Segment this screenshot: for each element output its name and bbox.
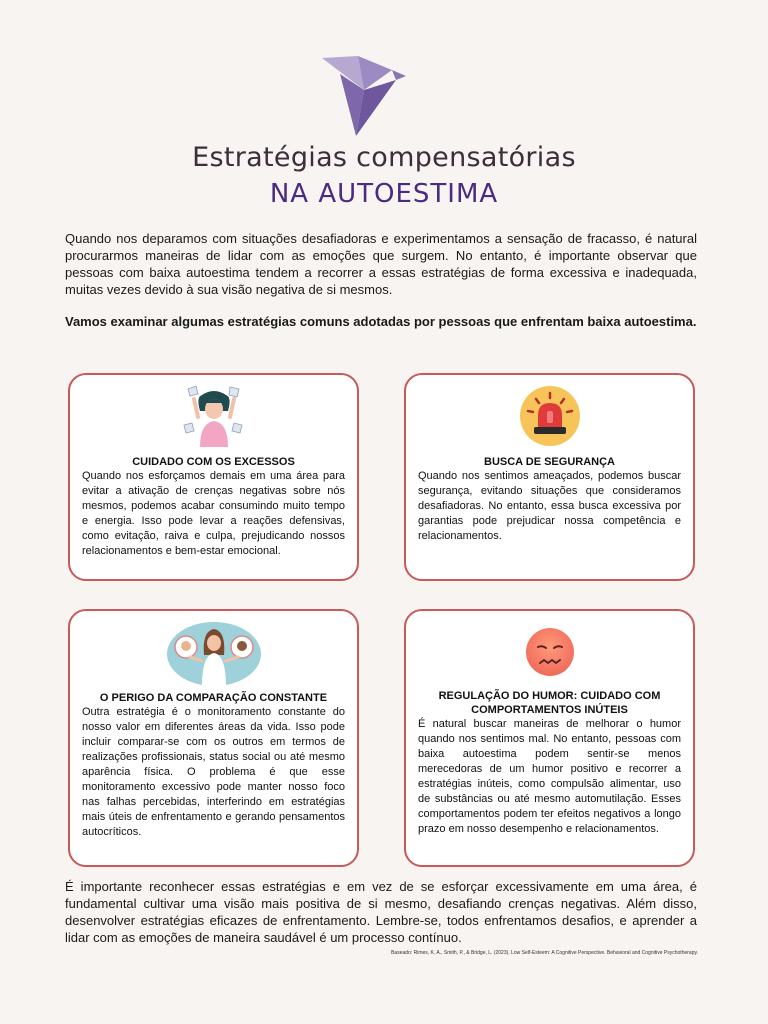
comparison-woman-icon	[166, 621, 262, 687]
origami-bird-icon	[322, 56, 408, 138]
card-text: Quando nos esforçamos demais em uma área para evitar a ativação de crenças negativas sobre nós mesmos, podemos acabar consumindo muito tempo e energia. Isso pode levar a reações defensivas, como evitação, raiva e culpa, prejudicando nossos relacionamentos e bem-estar emocional.	[82, 470, 345, 557]
card-title: BUSCA DE SEGURANÇA	[484, 456, 615, 468]
siren-icon	[518, 385, 582, 447]
page-title: Estratégias compensatórias	[192, 142, 576, 173]
card-text: É natural buscar maneiras de melhorar o humor quando nos sentimos mal. No entanto, pessoas com baixa autoestima podem sentir-se menos merecedoras de um humor positivo e recorrer a estratégias inúteis, como compulsão alimentar, uso de substâncias ou até mesmo automutilação. Esses comportamentos podem ter efeitos negativos a longo prazo em nosso desempenho e relacionamentos.	[418, 718, 681, 835]
card-title: CUIDADO COM OS EXCESSOS	[132, 456, 295, 468]
upset-face-icon	[524, 627, 576, 677]
card-title: REGULAÇÃO DO HUMOR: CUIDADO COM COMPORTAMENTOS INÚTEIS	[438, 690, 661, 716]
intro-paragraph: Quando nos deparamos com situações desafiadoras e experimentamos a sensação de fracasso, é natural procurarmos maneiras de lidar com as emoções que surgem. No entanto, é importante observar que pessoas com baixa autoestima tendem a recorrer a essas estratégias de forma excessiva e inadequada, muitas vezes devido à sua visão negativa de si mesmos.	[65, 231, 697, 297]
card-text: Quando nos sentimos ameaçados, podemos buscar segurança, evitando situações que consideramos desafiadoras. No entanto, essa busca excessiva por garantias pode prejudicar nossa competência e relacionamentos.	[418, 470, 681, 542]
card-text: Outra estratégia é o monitoramento constante do nosso valor em diferentes áreas da vida. Isso pode incluir comparar-se com os outros em termos de realizações profissionais, status social ou até mesmo aparência física. O problema é que esse monitoramento excessivo pode manter nosso foco nas falhas percebidas, interferindo em estratégias mais úteis de enfrentamento e gerando pensamentos autocríticos.	[82, 706, 345, 838]
card-excessos	[68, 373, 359, 581]
card-comparacao	[68, 609, 359, 867]
card-humor	[404, 609, 695, 867]
reference-citation: Baseado: Rimes, K. A., Smith, P., & Bridge, L. (2023). Low Self-Esteem: A Cognitive Perspective. Behavioral and Cognitive Psychotherapy.	[391, 950, 698, 956]
lead-paragraph: Vamos examinar algumas estratégias comuns adotadas por pessoas que enfrentam baixa autoestima.	[65, 314, 697, 329]
page-subtitle: NA AUTOESTIMA	[269, 179, 499, 209]
stressed-woman-icon	[182, 385, 246, 447]
closing-paragraph: É importante reconhecer essas estratégias e em vez de se esforçar excessivamente em uma área, é fundamental cultivar uma visão mais positiva de si mesmo, desafiando crenças negativas. Além disso, desenvolver estratégias eficazes de enfrentamento. Lembre-se, todos enfrentamos desafios, e aprender a lidar com as emoções de maneira saudável é um processo contínuo.	[65, 879, 697, 945]
card-title: O PERIGO DA COMPARAÇÃO CONSTANTE	[99, 692, 328, 704]
card-seguranca	[404, 373, 695, 581]
